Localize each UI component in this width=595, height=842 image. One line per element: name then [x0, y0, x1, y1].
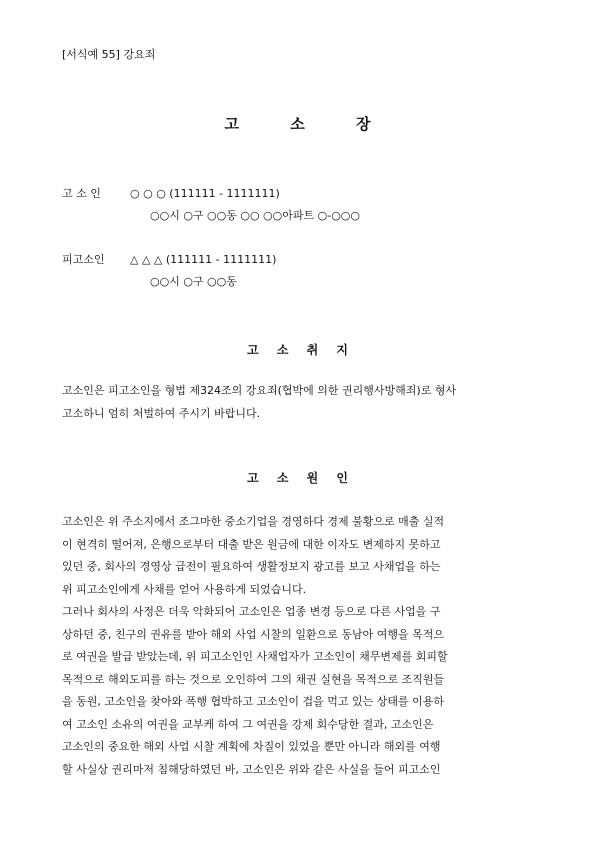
- cause-line: 목적으로 해외도피를 하는 것으로 오인하여 그의 채권 실현을 목적으로 조직원들: [62, 672, 445, 686]
- complainant-block: [62, 183, 360, 227]
- cause-line: 할 사실상 권리마저 침해당하였던 바, 고소인은 위와 같은 사실을 들어 피고소인: [62, 762, 441, 776]
- cause-paragraph: [62, 511, 516, 781]
- cause-line: 위 피고소인에게 사채를 얻어 사용하게 되었습니다.: [62, 582, 307, 596]
- cause-line: 을 동원, 고소인을 찾아와 폭행 협박하고 고소인이 겁을 먹고 있는 상태를 이용하: [62, 695, 444, 708]
- cause-line: 이 현격히 떨어져, 은행으로부터 대출 받은 원금에 대한 이자도 변제하지 못하고: [62, 537, 441, 551]
- defendant-block: [62, 249, 276, 293]
- cause-heading: 고 소 원 인: [247, 471, 348, 485]
- cause-line: 그러나 회사의 사정은 더욱 악화되어 고소인은 업종 변경 등으로 다른 사업을 구: [62, 605, 441, 618]
- purpose-heading: 고 소 취 지: [247, 343, 348, 357]
- defendant-name-id: △ △ △ (111111 - 1111111): [130, 253, 277, 266]
- cause-line: 여 고소인 소유의 여권을 교부케 하여 그 여권을 강제 회수당한 결과, 고소인은: [62, 717, 434, 731]
- document-title: 고 소 장: [224, 115, 371, 133]
- cause-line: 로 여권을 발급 받았는데, 위 피고소인인 사채업자가 고소인이 채무변제를 회피할: [62, 650, 448, 663]
- complainant-name-id: ○ ○ ○ (111111 - 1111111): [130, 187, 280, 200]
- defendant-address: ○○시 ○구 ○○동: [150, 275, 237, 288]
- complainant-address: ○○시 ○구 ○○동 ○○ ○○아파트 ○-○○○: [150, 209, 360, 222]
- cause-line: 고소인의 중요한 해외 사업 시찰 계획에 차질이 있었을 뿐만 아니라 해외를 여행: [62, 740, 441, 753]
- purpose-line: 고소인은 피고소인을 형법 제324조의 강요죄(협박에 의한 권리행사방해죄)로 형사: [62, 384, 457, 397]
- purpose-line: 고소하니 엄히 처벌하여 주시기 바랍니다.: [62, 406, 261, 420]
- cause-line: 고소인은 위 주소지에서 조그마한 중소기업을 경영하다 경제 불황으로 매출 실적: [62, 515, 445, 528]
- purpose-paragraph: [62, 380, 516, 425]
- cause-line: 상하던 중, 친구의 권유를 받아 해외 사업 시찰의 일환으로 동남아 여행을 목적으: [62, 627, 444, 641]
- form-label: [서식예 55] 강요죄: [62, 48, 156, 61]
- defendant-label: 피고소인: [62, 253, 105, 266]
- complainant-label: 고 소 인: [62, 187, 101, 200]
- cause-line: 있던 중, 회사의 경영상 급전이 필요하여 생활정보지 광고를 보고 사채업을 하는: [62, 560, 441, 573]
